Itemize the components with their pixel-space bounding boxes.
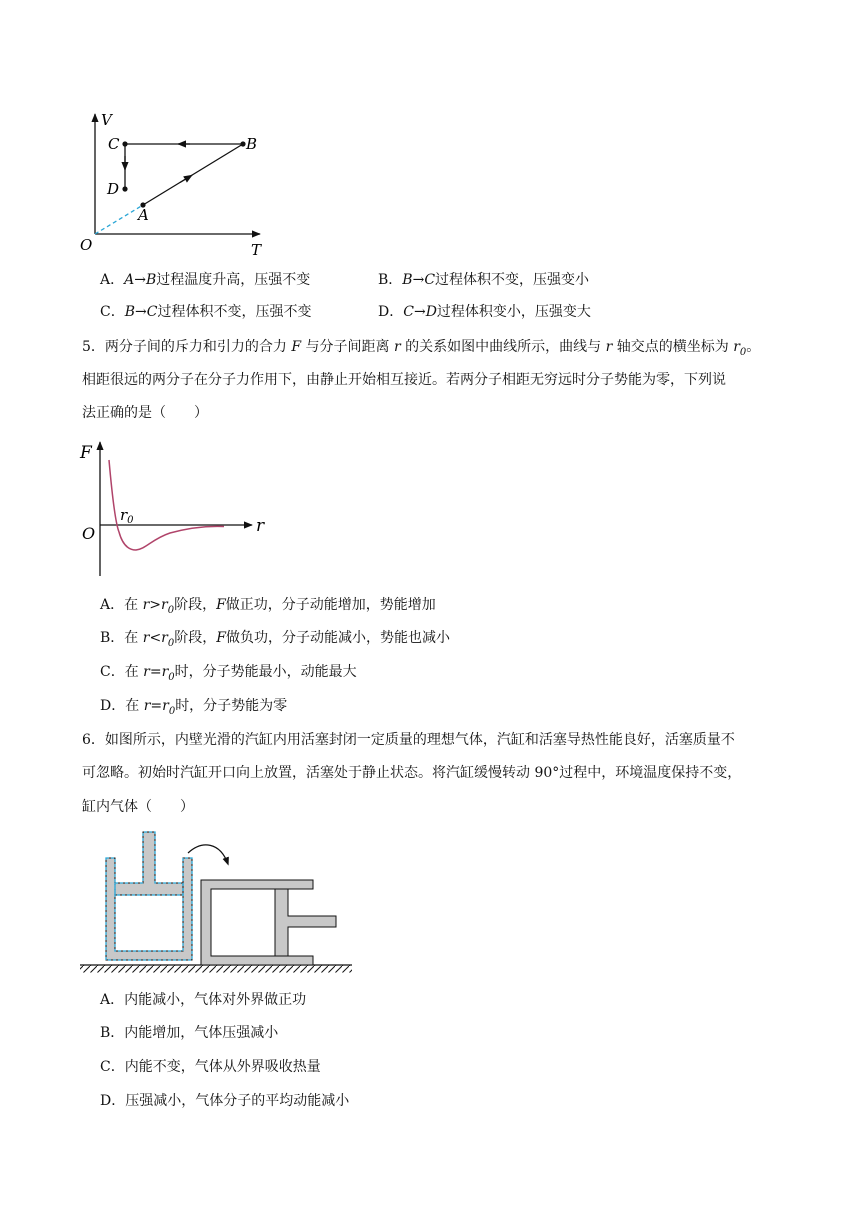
- q6-stem-line-2: 可忽略。初始时汽缸开口向上放置，活塞处于静止状态。将汽缸缓慢转动 90°过程中，环境温度保持不变，: [82, 765, 742, 781]
- q5-option-d: [100, 696, 287, 722]
- option-text: 阶段，: [174, 597, 217, 613]
- option-letter: B．: [100, 1025, 125, 1041]
- arrow-symbol: →: [135, 304, 147, 320]
- option-text: 在: [124, 664, 144, 680]
- q6-option-c: [100, 1057, 321, 1077]
- option-letter: A．: [100, 272, 125, 288]
- label-t: T: [251, 241, 262, 259]
- option-letter: D．: [100, 1093, 126, 1109]
- option-text: 在: [124, 597, 143, 613]
- q5-stem-line-3: 法正确的是（ ）: [82, 405, 208, 421]
- label-o: O: [82, 524, 96, 543]
- option-text: 时，分子势能为零: [175, 698, 288, 714]
- label-v: V: [101, 111, 112, 129]
- option-letter: D．: [100, 698, 126, 714]
- upright-piston: [115, 832, 183, 895]
- q6-stem-line-1: 6．如图所示，内壁光滑的汽缸内用活塞封闭一定质量的理想气体，汽缸和活塞导热性能良好，活塞质量不: [82, 732, 735, 748]
- subscript: 0: [167, 604, 175, 616]
- option-text: 压强减小，气体分子的平均动能减小: [125, 1093, 350, 1109]
- option-text: 过程体积不变，压强变小: [435, 272, 590, 288]
- condition: r<r: [142, 630, 168, 646]
- option-letter: A．: [100, 992, 125, 1008]
- arrow-symbol: →: [412, 272, 425, 288]
- q5-option-b: [100, 628, 450, 654]
- stem-text: 轴交点的横坐标为: [616, 339, 729, 355]
- q6-option-a: [100, 990, 306, 1010]
- label-b: B: [246, 135, 258, 153]
- option-text: 内能减小，气体对外界做正功: [124, 992, 307, 1008]
- arrow-symbol: →: [413, 304, 426, 320]
- arrow-symbol: →: [134, 272, 146, 288]
- q4-option-c: [100, 302, 311, 322]
- option-letter: C．: [100, 304, 125, 320]
- q4-option-b: [378, 270, 589, 290]
- option-text: 在: [125, 698, 144, 714]
- symbol-r: r: [605, 339, 613, 355]
- state-label: A: [124, 272, 135, 288]
- q6-option-d: [100, 1091, 349, 1111]
- subscript: 0: [167, 637, 175, 649]
- label-f: F: [80, 443, 92, 463]
- option-text: 过程体积变小，压强变大: [436, 304, 591, 320]
- label-r0: $r_0$: [120, 506, 134, 526]
- rotation-arrow: [188, 845, 228, 864]
- q5-option-c: [100, 662, 357, 688]
- option-text: 阶段，: [174, 630, 217, 646]
- force-curve: [109, 460, 224, 550]
- symbol-r: r: [394, 339, 401, 355]
- horizontal-piston: [275, 889, 336, 956]
- option-letter: B．: [378, 272, 403, 288]
- option-letter: D．: [378, 304, 404, 320]
- symbol-r0: r: [733, 339, 740, 355]
- point-b: [240, 141, 245, 146]
- option-text: 在: [124, 630, 143, 646]
- state-label: D: [425, 304, 437, 320]
- condition: r=r: [143, 698, 169, 714]
- q6-option-b: [100, 1023, 278, 1043]
- stem-text: 5．两分子间的斥力和引力的合力: [82, 339, 287, 355]
- option-letter: C．: [100, 1059, 125, 1075]
- symbol-f: F: [291, 339, 302, 355]
- symbol-f: F: [216, 597, 226, 613]
- option-letter: B．: [100, 630, 125, 646]
- option-text: 内能增加，气体压强减小: [124, 1025, 279, 1041]
- option-text: 时，分子势能最小，动能最大: [174, 664, 357, 680]
- label-r: r: [256, 516, 265, 536]
- stem-text: 与分子间距离: [305, 339, 390, 355]
- point-c: [122, 141, 127, 146]
- option-letter: A．: [100, 597, 125, 613]
- state-label: B: [124, 304, 136, 320]
- q5-stem-line-2: 相距很远的两分子在分子力作用下，由静止开始相互接近。若两分子相距无穷远时分子势能为零，下列说: [82, 372, 726, 388]
- label-a: A: [138, 206, 149, 224]
- stem-text: 。: [746, 339, 761, 355]
- vt-diagram: [70, 108, 280, 260]
- option-text: 做负功，分子动能减小，势能也减小: [225, 630, 450, 646]
- subscript: 0: [739, 346, 747, 358]
- dashed-extension-line: [95, 205, 143, 234]
- point-d: [122, 186, 127, 191]
- process-ab: [143, 144, 243, 205]
- arrow-ab: [180, 175, 192, 182]
- state-label: C: [146, 304, 158, 320]
- label-d: D: [107, 180, 120, 198]
- force-distance-graph: [74, 436, 274, 580]
- q6-stem-line-3: 缸内气体（ ）: [82, 799, 194, 815]
- q4-option-d: [378, 302, 591, 322]
- option-text: 内能不变，气体从外界吸收热量: [124, 1059, 321, 1075]
- condition: r=r: [143, 664, 169, 680]
- label-o: O: [80, 236, 93, 254]
- q5-stem-line-1: [82, 337, 760, 363]
- label-c: C: [108, 135, 120, 153]
- q4-option-a: [100, 270, 310, 290]
- cylinder-rotation-figure: [76, 826, 356, 974]
- condition: r>r: [142, 597, 168, 613]
- state-label: C: [403, 304, 414, 320]
- state-label: B: [402, 272, 413, 288]
- q5-option-a: [100, 595, 436, 621]
- option-text: 做正功，分子动能增加，势能增加: [225, 597, 436, 613]
- option-letter: C．: [100, 664, 125, 680]
- subscript: 0: [168, 671, 175, 683]
- option-text: 过程温度升高，压强不变: [156, 272, 311, 288]
- state-label: C: [424, 272, 436, 288]
- ground-hatch: [80, 966, 352, 973]
- symbol-f: F: [216, 630, 226, 646]
- state-label: B: [145, 272, 157, 288]
- subscript: 0: [168, 705, 176, 717]
- stem-text: 的关系如图中曲线所示，曲线与: [405, 339, 602, 355]
- option-text: 过程体积不变，压强不变: [157, 304, 312, 320]
